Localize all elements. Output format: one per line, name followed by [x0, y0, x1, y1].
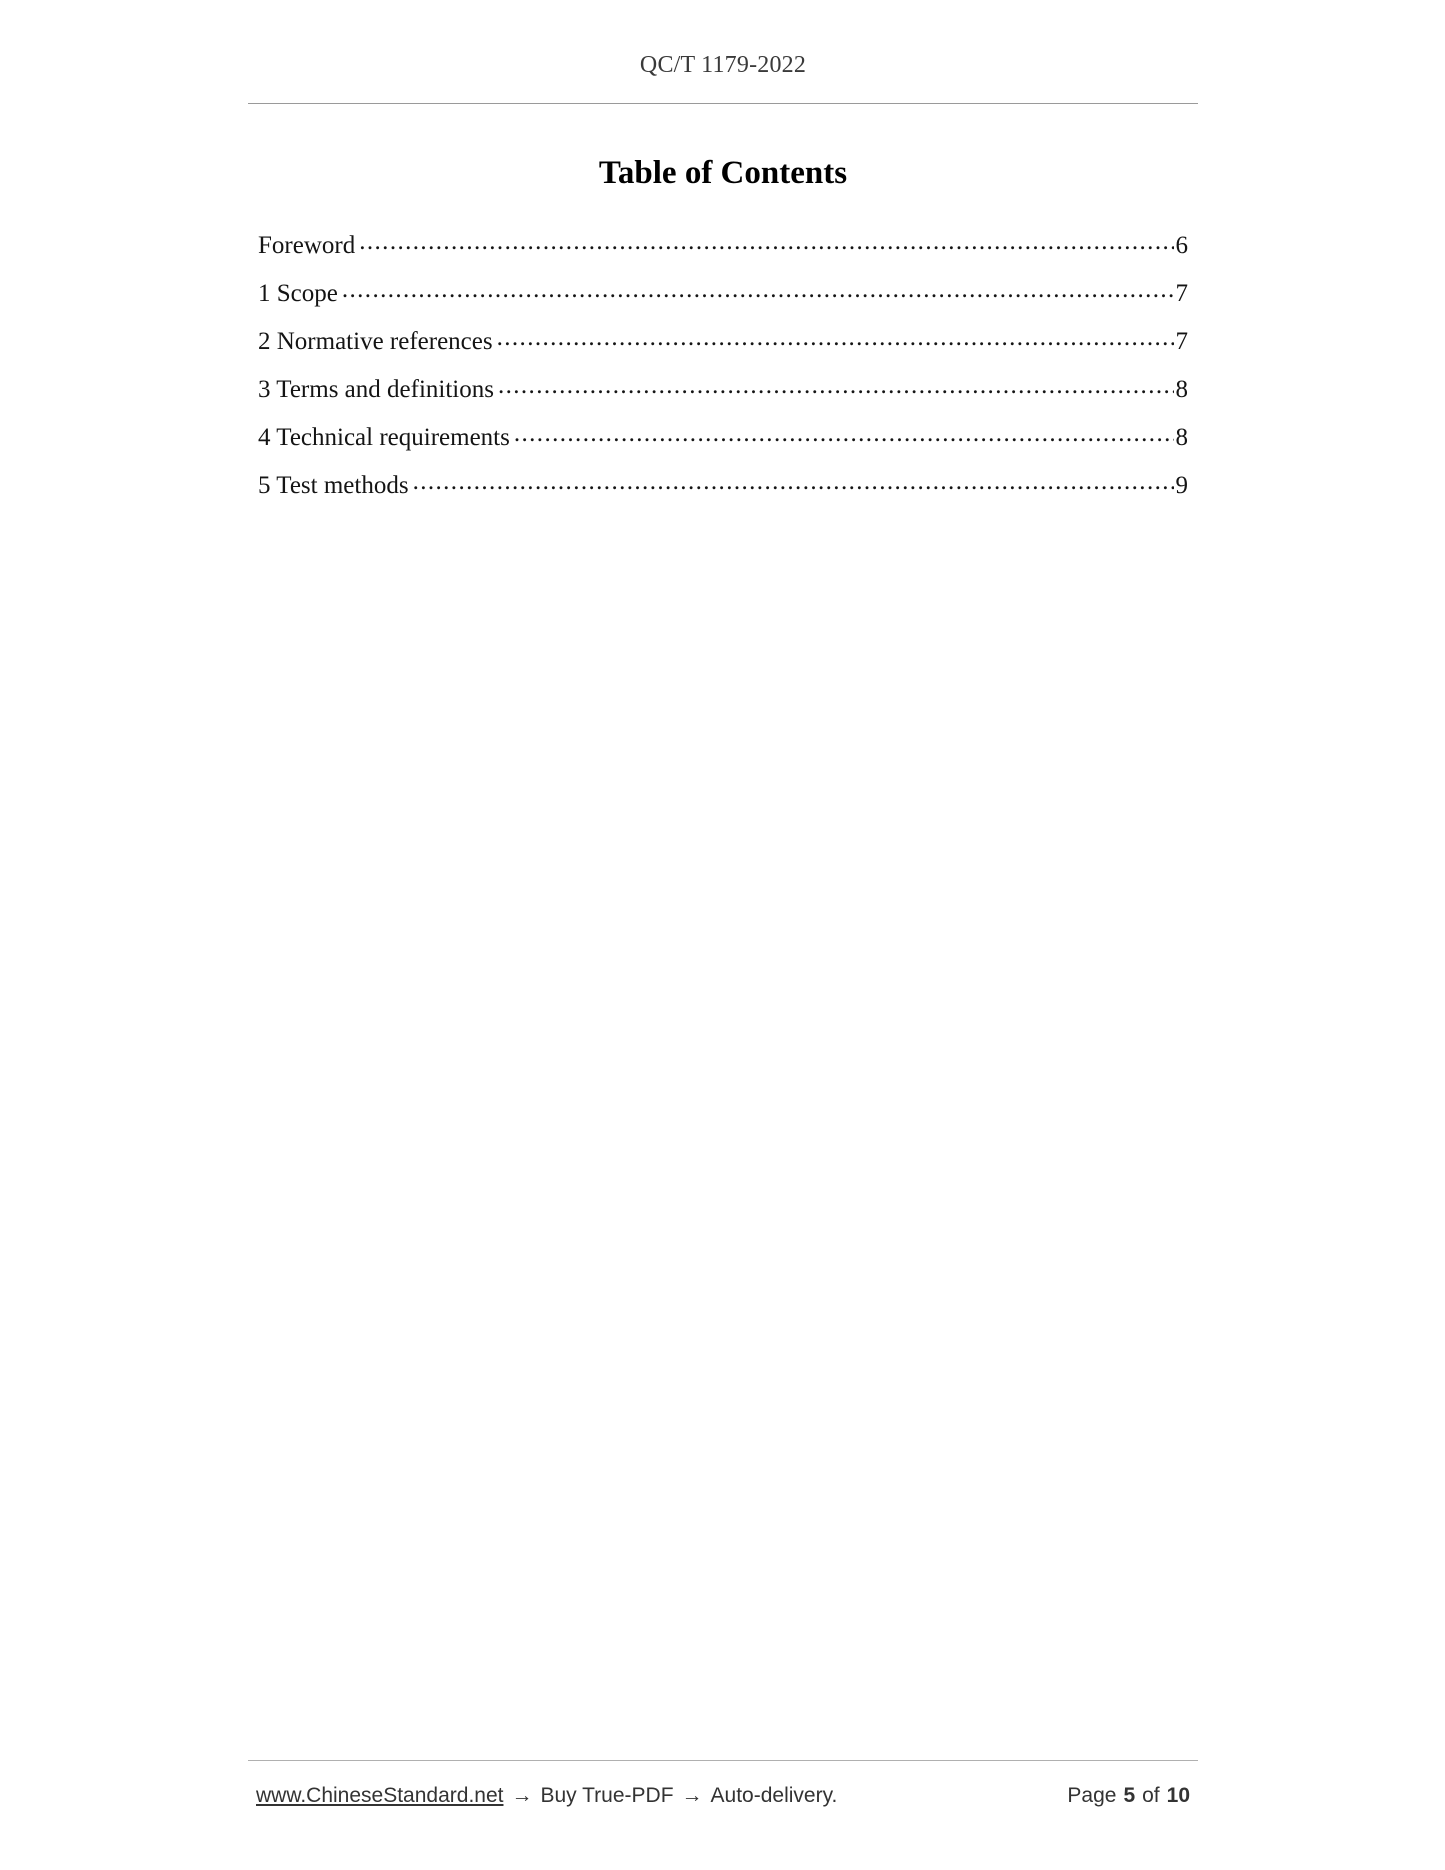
page-label: Page [1067, 1784, 1117, 1807]
arrow-right-icon: → [511, 1784, 533, 1807]
footer-promo [256, 1784, 837, 1808]
toc-entry[interactable] [258, 222, 1188, 270]
of-label: of [1142, 1784, 1160, 1807]
toc-entry[interactable] [258, 462, 1188, 510]
toc-entry-label: Foreword [258, 232, 356, 259]
toc-entry-page: 9 [1175, 472, 1188, 499]
toc-entry-page: 6 [1175, 232, 1188, 259]
toc-entry-label: 2 Normative references [258, 328, 493, 355]
toc-leader-dots [342, 288, 1174, 318]
toc-entry-page: 8 [1175, 424, 1188, 451]
toc-entry-page: 7 [1175, 280, 1188, 307]
toc-entry[interactable] [258, 366, 1188, 414]
toc-leader-dots [498, 384, 1174, 414]
toc-leader-dots [514, 432, 1174, 462]
toc-entry-page: 8 [1175, 376, 1188, 403]
header-divider [248, 103, 1198, 104]
buy-label: Buy True-PDF [540, 1784, 674, 1807]
toc-entry-label: 3 Terms and definitions [258, 376, 494, 403]
toc-entry-label: 4 Technical requirements [258, 424, 510, 451]
toc-entry-label: 5 Test methods [258, 472, 409, 499]
delivery-label: Auto-delivery. [710, 1784, 838, 1807]
footer-divider [248, 1760, 1198, 1761]
page-title: Table of Contents [598, 155, 848, 191]
standard-number: QC/T 1179-2022 [639, 52, 807, 78]
website-link[interactable]: www.ChineseStandard.net [256, 1784, 504, 1807]
toc-entry-page: 7 [1175, 328, 1188, 355]
page-number: 5 [1123, 1784, 1136, 1807]
toc-entry[interactable] [258, 414, 1188, 462]
arrow-right-icon: → [681, 1784, 703, 1807]
toc-leader-dots [413, 480, 1174, 510]
toc-entry[interactable] [258, 270, 1188, 318]
page-indicator [1067, 1784, 1190, 1808]
page-header [248, 52, 1198, 79]
toc-entry[interactable] [258, 318, 1188, 366]
page-footer [248, 1780, 1198, 1820]
toc-leader-dots [359, 240, 1173, 270]
table-of-contents [258, 222, 1188, 510]
toc-leader-dots [497, 336, 1174, 366]
page-total: 10 [1166, 1784, 1190, 1807]
toc-entry-label: 1 Scope [258, 280, 338, 307]
